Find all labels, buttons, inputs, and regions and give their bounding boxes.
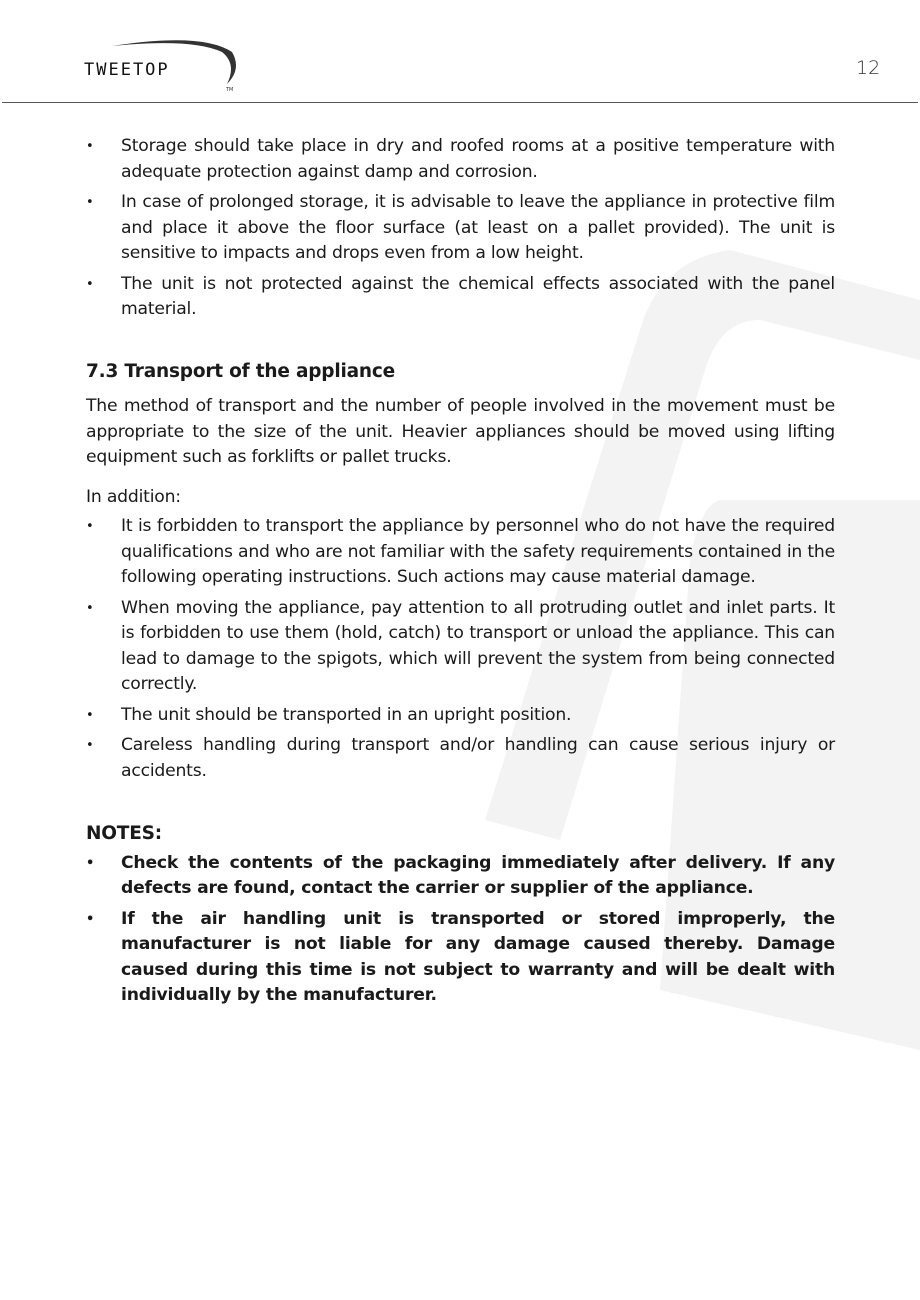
list-item: • The unit is not protected against the chemical effects associated with the panel material. bbox=[86, 272, 835, 323]
list-item: • Check the contents of the packaging immediately after delivery. If any defects are found, contact the carrier or supplier of the appliance. bbox=[86, 851, 835, 902]
header-divider bbox=[2, 102, 918, 103]
list-item: • The unit should be transported in an upright position. bbox=[86, 703, 835, 729]
list-item: • It is forbidden to transport the appliance by personnel who do not have the required qualifications and who are not familiar with the safety requirements contained in the following operating instructions. Such actions may cause material damage. bbox=[86, 514, 835, 591]
tweetop-logo bbox=[82, 34, 242, 94]
transport-list bbox=[86, 514, 835, 784]
svg-text:TM: TM bbox=[226, 87, 234, 93]
notes-heading: NOTES: bbox=[86, 823, 162, 844]
notes-list bbox=[86, 851, 835, 1009]
page-content bbox=[86, 134, 835, 1014]
list-item: • Careless handling during transport and/or handling can cause serious injury or accidents. bbox=[86, 733, 835, 784]
storage-list bbox=[86, 134, 835, 323]
page-number: 12 bbox=[856, 57, 881, 79]
list-item: • In case of prolonged storage, it is advisable to leave the appliance in protective film and place it above the floor surface (at least on a pallet provided). The unit is sensitive to impacts and drops even from a low height. bbox=[86, 190, 835, 267]
in-addition-label: In addition: bbox=[86, 486, 181, 507]
section-intro: The method of transport and the number of people involved in the movement must be appropriate to the size of the unit. Heavier appliances should be moved using lifting equipment such as forklifts or pallet trucks. bbox=[86, 396, 835, 467]
list-item: • Storage should take place in dry and roofed rooms at a positive temperature with adequate protection against damp and corrosion. bbox=[86, 134, 835, 185]
list-item: • When moving the appliance, pay attention to all protruding outlet and inlet parts. It is forbidden to use them (hold, catch) to transport or unload the appliance. This can lead to damage to the spigots, which will prevent the system from being connected correctly. bbox=[86, 596, 835, 698]
svg-text:TWEETOP: TWEETOP bbox=[84, 60, 170, 80]
section-heading: 7.3 Transport of the appliance bbox=[86, 360, 395, 382]
list-item: • If the air handling unit is transported or stored improperly, the manufacturer is not liable for any damage caused thereby. Damage caused during this time is not subject to warranty and will be dealt with individually by the manufacturer. bbox=[86, 907, 835, 1009]
